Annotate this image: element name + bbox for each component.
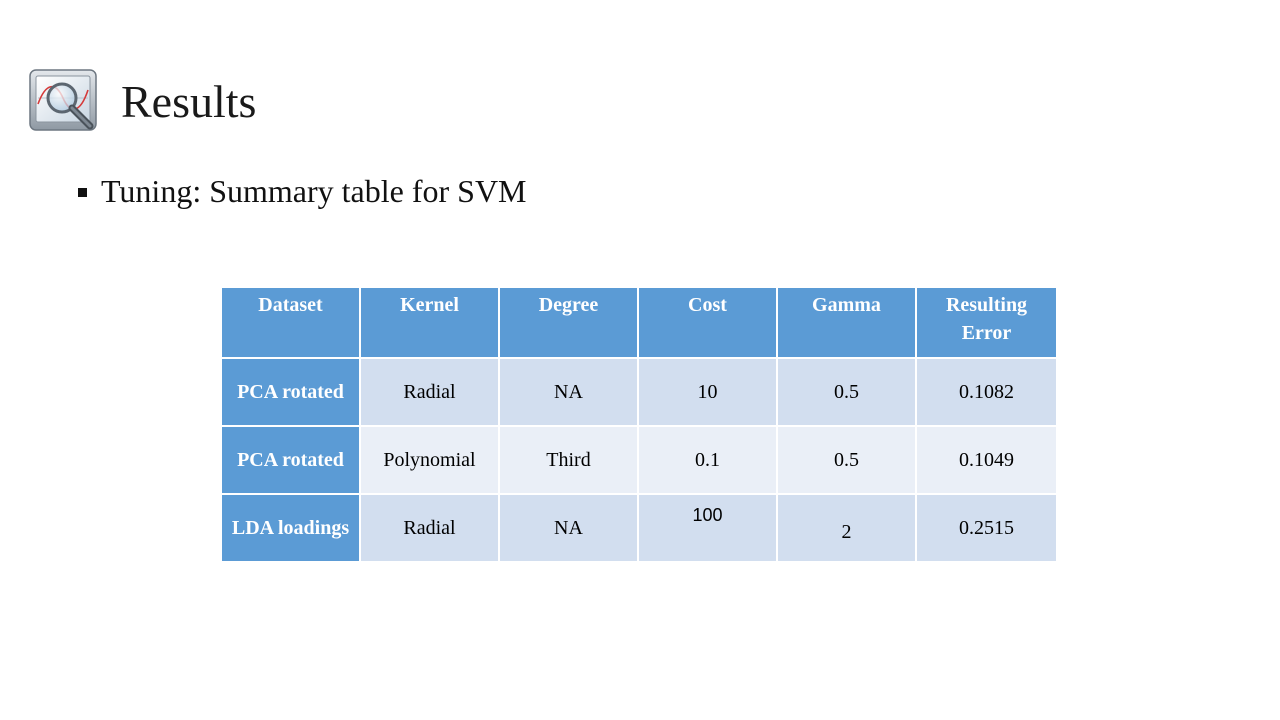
cell-dataset: PCA rotated	[221, 358, 360, 426]
cell-kernel: Polynomial	[360, 426, 499, 494]
cell-cost: 100	[638, 494, 777, 562]
cell-kernel: Radial	[360, 358, 499, 426]
header-kernel: Kernel	[360, 287, 499, 358]
bullet-item	[78, 168, 527, 214]
header-gamma: Gamma	[777, 287, 916, 358]
cell-kernel: Radial	[360, 494, 499, 562]
table-header-row	[221, 287, 1057, 358]
header-degree: Degree	[499, 287, 638, 358]
table-row	[221, 494, 1057, 562]
cell-cost: 0.1	[638, 426, 777, 494]
cell-dataset: PCA rotated	[221, 426, 360, 494]
bullet-text: Tuning: Summary table for SVM	[101, 173, 527, 209]
header-dataset: Dataset	[221, 287, 360, 358]
page-title: Results	[121, 76, 257, 127]
cell-cost: 10	[638, 358, 777, 426]
header-cost: Cost	[638, 287, 777, 358]
cell-error: 0.1082	[916, 358, 1057, 426]
header-resulting-error: Resulting Error	[916, 287, 1057, 358]
cell-degree: Third	[499, 426, 638, 494]
cell-gamma: 0.5	[777, 426, 916, 494]
cell-gamma: 0.5	[777, 358, 916, 426]
table-row	[221, 426, 1057, 494]
cell-gamma: 2	[777, 494, 916, 562]
table-row	[221, 358, 1057, 426]
cell-degree: NA	[499, 494, 638, 562]
magnifier-analysis-icon	[28, 68, 110, 136]
square-bullet-icon	[78, 188, 87, 197]
cell-dataset: LDA loadings	[221, 494, 360, 562]
cell-error: 0.2515	[916, 494, 1057, 562]
cell-degree: NA	[499, 358, 638, 426]
svm-summary-table	[220, 286, 1058, 563]
cell-error: 0.1049	[916, 426, 1057, 494]
